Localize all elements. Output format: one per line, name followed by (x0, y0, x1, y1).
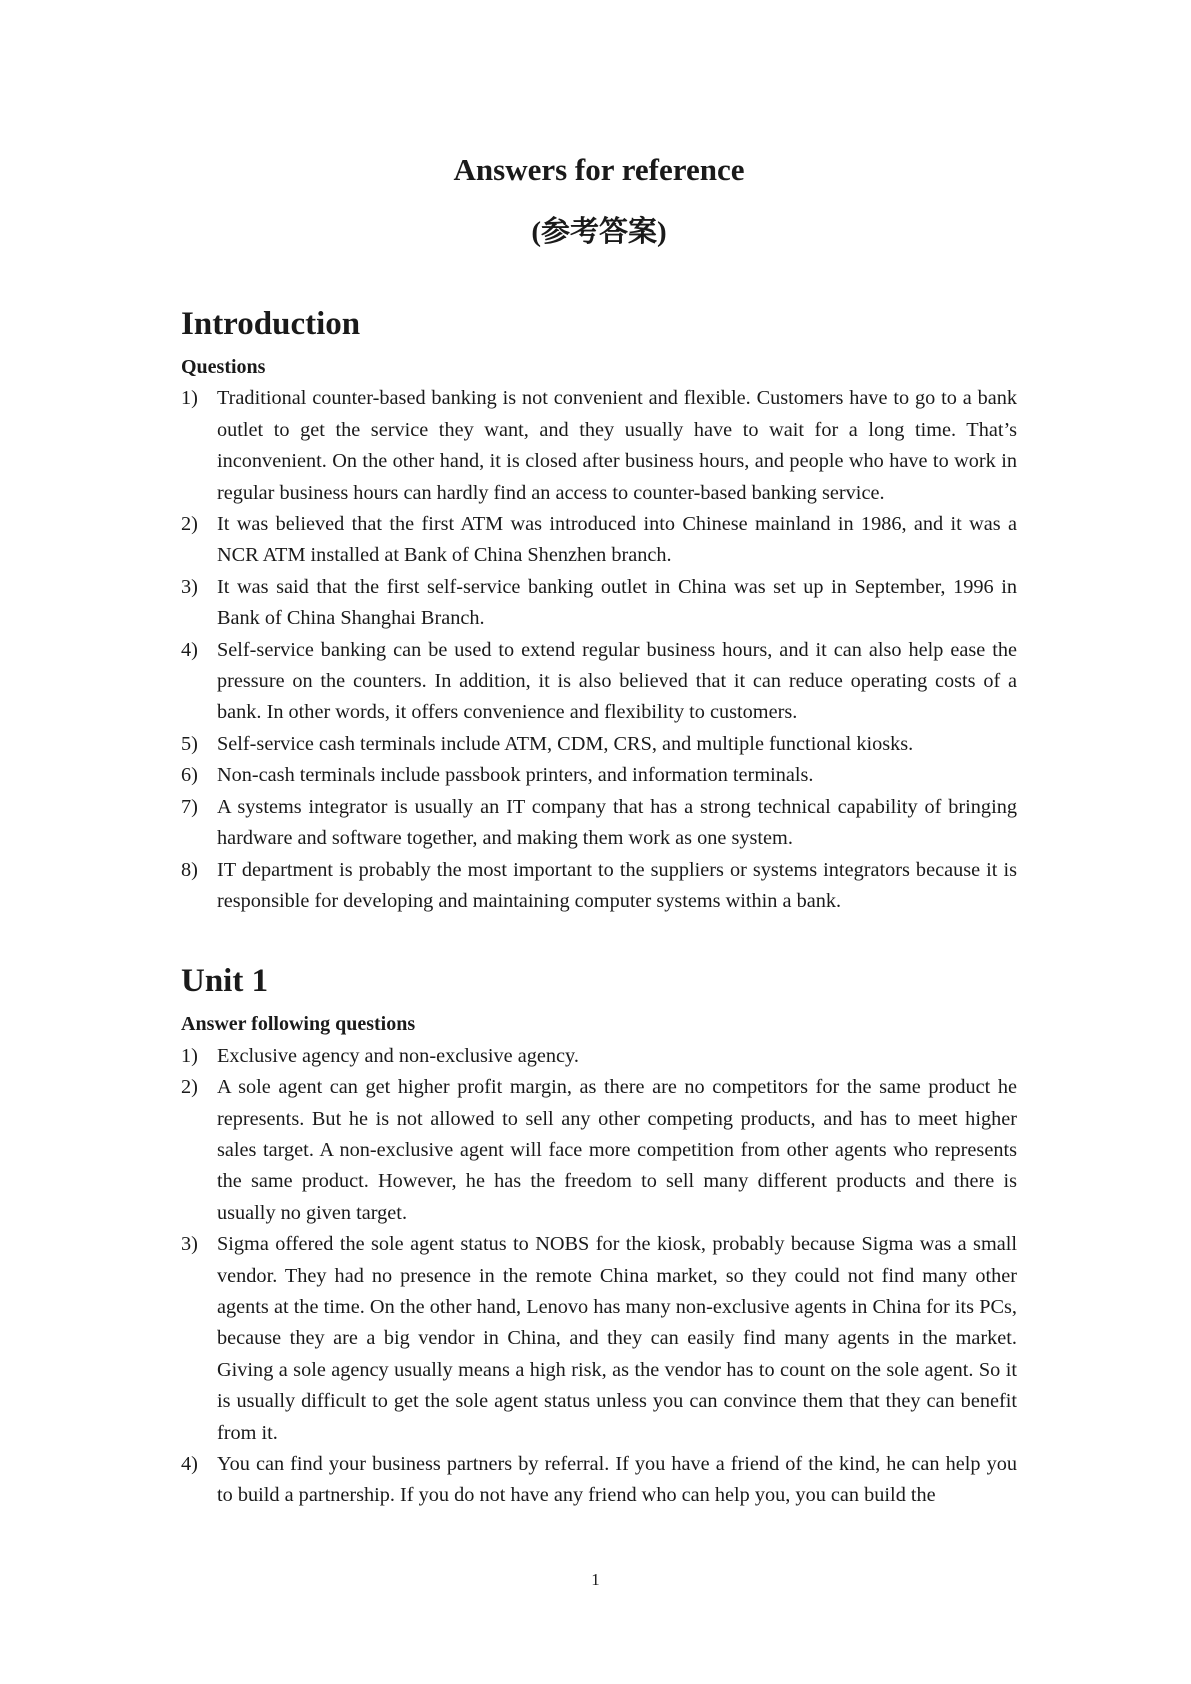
item-text: A systems integrator is usually an IT company that has a strong technical capability of bringing hardware and software together, and making them work as one system. (217, 795, 1017, 850)
item-number: 2) (181, 513, 198, 536)
item-number: 7) (181, 795, 198, 818)
item-number: 8) (181, 858, 198, 881)
item-text: Self-service banking can be used to extend regular business hours, and it can also help ease the pressure on the counters. In addition, it is also believed that it can reduce operating costs of a bank. In other words, it offers convenience and flexibility to customers. (217, 638, 1017, 724)
document-subtitle: (参考答案) (531, 216, 667, 248)
item-text: Traditional counter-based banking is not convenient and flexible. Customers have to go to a bank outlet to get the service they want, and they usually have to wait for a long time. That’s inconvenient. On the other hand, it is closed after business hours, and people who have to work in regular business hours can hardly find an access to counter-based banking service. (217, 387, 1017, 504)
item-text: Exclusive agency and non-exclusive agency. (217, 1044, 579, 1067)
item-text: Self-service cash terminals include ATM, CDM, CRS, and multiple functional kiosks. (217, 732, 914, 755)
list-item (181, 509, 1017, 572)
list-item (181, 383, 1017, 509)
item-number: 3) (181, 1233, 198, 1256)
item-number: 6) (181, 764, 198, 787)
item-text: You can find your business partners by referral. If you have a friend of the kind, he can help you to build a partnership. If you do not have any friend who can help you, you can build the (217, 1453, 1017, 1507)
list-item (181, 855, 1017, 918)
item-text: Sigma offered the sole agent status to NOBS for the kiosk, probably because Sigma was a small vendor. They had no presence in the remote China market, so they could not find many other agents at the time. On the other hand, Lenovo has many non-exclusive agents in China for its PCs, because they are a big vendor in China, and they can easily find many agents in the market. Giving a sole agency usually means a high risk, as the vendor has to count on the sole agent. So it is usually difficult to get the sole agent status unless you can convince them that they can benefit from it. (217, 1233, 1017, 1444)
item-text: IT department is probably the most important to the suppliers or systems integrators because it is responsible for developing and maintaining computer systems within a bank. (217, 858, 1017, 912)
unit1-answer-list (181, 1041, 1017, 1512)
list-item (181, 792, 1017, 855)
list-item (181, 1229, 1017, 1449)
subheading-questions: Questions (181, 356, 266, 378)
list-item (181, 760, 1017, 791)
item-text: Non-cash terminals include passbook printers, and information terminals. (217, 764, 814, 787)
section-heading-introduction: Introduction (181, 306, 361, 342)
item-number: 2) (181, 1076, 198, 1099)
list-item (181, 1072, 1017, 1229)
item-number: 1) (181, 1044, 198, 1067)
item-text: A sole agent can get higher profit margin, as there are no competitors for the same product he represents. But he is not allowed to sell any other competing products, and has to meet higher sales target. A non-exclusive agent will face more competition from other agents who represents the same product. However, he has the freedom to sell many different products and there is usually no given target. (217, 1076, 1017, 1224)
item-number: 1) (181, 387, 198, 410)
item-number: 3) (181, 575, 198, 598)
page-number: 1 (591, 1570, 600, 1589)
list-item (181, 635, 1017, 729)
list-item (181, 729, 1017, 760)
item-number: 5) (181, 732, 198, 755)
list-item (181, 1041, 1017, 1072)
document-page (181, 150, 1017, 1512)
item-text: It was believed that the first ATM was introduced into Chinese mainland in 1986, and it was a NCR ATM installed at Bank of China Shenzhen branch. (217, 513, 1017, 567)
list-item (181, 572, 1017, 635)
subheading-answer-following-questions: Answer following questions (181, 1013, 416, 1036)
item-number: 4) (181, 1453, 198, 1475)
document-title: Answers for reference (453, 152, 745, 187)
section-heading-unit-1: Unit 1 (181, 963, 269, 1000)
list-item (181, 1449, 1017, 1512)
item-number: 4) (181, 638, 198, 661)
introduction-answer-list (181, 383, 1017, 917)
item-text: It was said that the first self-service banking outlet in China was set up in September, 1996 in Bank of China Shanghai Branch. (217, 575, 1017, 630)
